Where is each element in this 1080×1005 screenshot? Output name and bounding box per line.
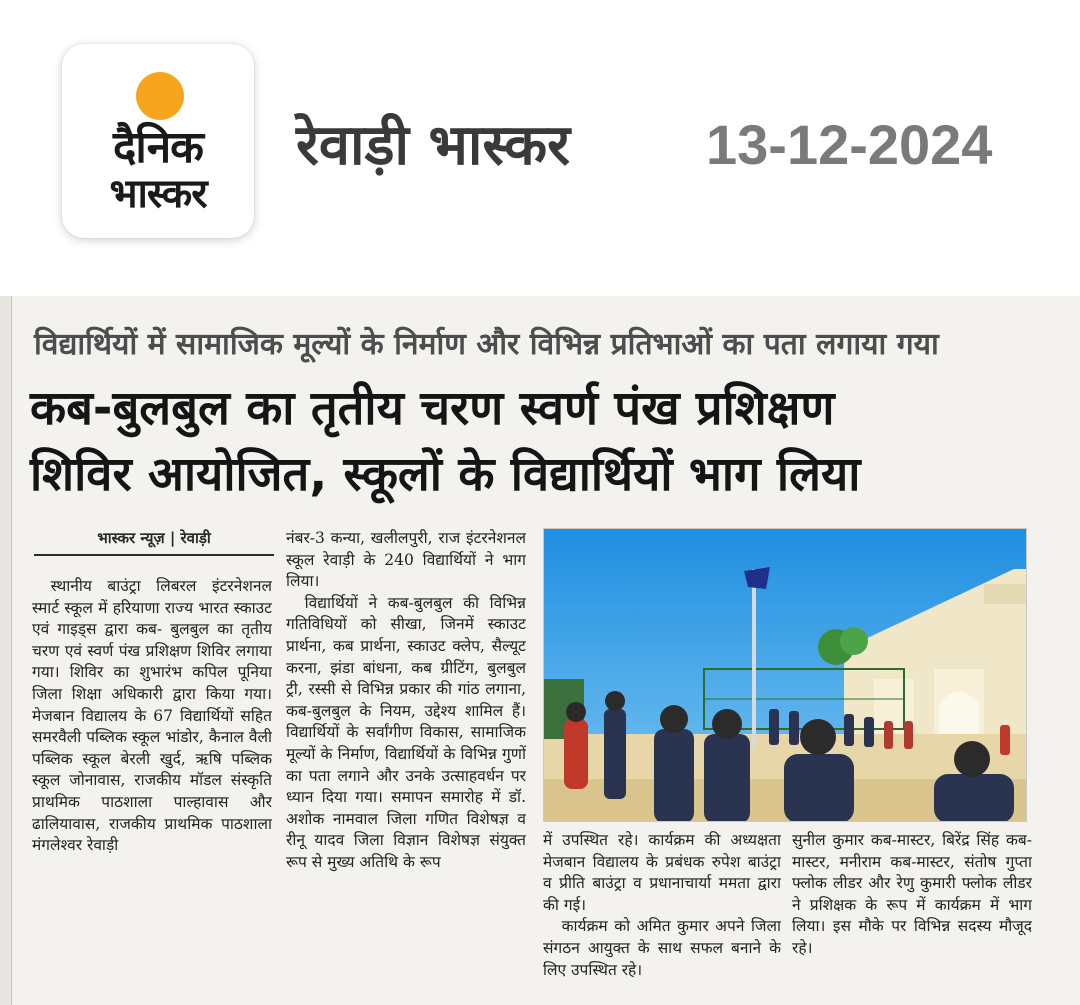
article-column-3	[543, 830, 781, 1005]
headline-line-1: कब-बुलबुल का तृतीय चरण स्वर्ण पंख प्रशिक्षण	[30, 381, 835, 436]
dainik-bhaskar-logo	[62, 44, 254, 238]
logo-wordmark-line2: भास्कर	[109, 171, 207, 217]
article-headline	[30, 376, 1040, 508]
article-column-2	[286, 528, 526, 1005]
flag-hoisting-photo	[544, 529, 1027, 822]
column-2-paragraph-2: विद्यार्थियों ने कब-बुलबुल की विभिन्न गतिविधियों को सीखा, जिनमें स्काउट प्रार्थना, कब प्रार्थना, स्काउट क्लेप, सैल्यूट करना, झंडा बांधना, कब ग्रीटिंग, बुलबुल ट्री, रस्सी से विभिन्न प्रकार की गांठ लगाना, कब-बुलबुल के नियम, उद्देश्य शामिल हैं। विद्यार्थियों के सर्वांगीण विकास, सामाजिक मूल्यों के निर्माण, विद्यार्थियों के विभिन्न गुणों का पता लगाने और उनके उत्साहवर्धन पर ध्यान दिया गया। समापन समारोह में डॉ. अशोक नामवाल जिला गणित विशेषज्ञ व रीनू यादव जिला विज्ञान विशेषज्ञ संयुक्त रूप से मुख्य अतिथि के रूप	[286, 593, 526, 871]
headline-line-2: शिविर आयोजित, स्कूलों के विद्यार्थियों भाग लिया	[30, 447, 861, 502]
article-kicker: विद्यार्थियों में सामाजिक मूल्यों के निर्माण और विभिन्न प्रतिभाओं का पता लगाया गया	[34, 327, 939, 362]
column-3-paragraph-2: कार्यक्रम को अमित कुमार अपने जिला संगठन आयुक्त के साथ सफल बनाने के लिए उपस्थित रहे।	[543, 917, 781, 979]
article-byline: भास्कर न्यूज़ | रेवाड़ी	[34, 528, 274, 556]
column-3-paragraph-1: में उपस्थित रहे। कार्यक्रम की अध्यक्षता मेजबान विद्यालय के प्रबंधक रुपेश बाउंट्रा व प्रीति बाउंट्रा व प्रधानाचार्या ममता द्वारा की गई।	[543, 831, 781, 914]
edition-title: रेवाड़ी भास्कर	[296, 113, 571, 178]
article-photo	[543, 528, 1027, 822]
logo-wordmark-line1: दैनिक	[113, 122, 203, 173]
article-column-4	[792, 830, 1032, 1005]
edition-date: 13-12-2024	[706, 113, 993, 176]
logo-sun-icon	[136, 72, 184, 120]
column-2-paragraph-1: नंबर-3 कन्या, खलीलपुरी, राज इंटरनेशनल स्कूल रेवाड़ी के 240 विद्यार्थियों ने भाग लिया।	[286, 529, 526, 591]
article-column-1	[32, 576, 272, 1005]
newspaper-clipping	[0, 296, 1080, 1005]
column-1-paragraph: स्थानीय बाउंट्रा लिबरल इंटरनेशनल स्मार्ट स्कूल में हरियाणा राज्य भारत स्काउट एवं गाइड्स द्वारा कब- बुलबुल का तृतीय चरण एवं स्वर्ण पंख प्रशिक्षण शिविर लगाया गया। शिविर का शुभारंभ कपिल पूनिया जिला शिक्षा अधिकारी द्वारा किया गया। मेजबान विद्यालय के 67 विद्यार्थियों सहित समरवैली पब्लिक स्कूल भांडोर, कैनाल वैली पब्लिक स्कूल बेरली खुर्द, ऋषि पब्लिक स्कूल जोनावास, राजकीय मॉडल संस्कृति प्राथमिक पाठशाला पाल्हावास और ढालियावास, राजकीय प्राथमिक पाठशाला मंगलेश्वर रेवाड़ी	[32, 577, 272, 855]
adjacent-column-edge	[0, 296, 12, 1005]
column-4-paragraph: सुनील कुमार कब-मास्टर, बिरेंद्र सिंह कब-मास्टर, मनीराम कब-मास्टर, संतोष गुप्ता फ्लोक लीडर और रेणु कुमारी फ्लोक लीडर ने प्रशिक्षक के रूप में कार्यक्रम में भाग लिया। इस मौके पर विभिन्न सदस्य मौजूद रहे।	[792, 831, 1032, 957]
